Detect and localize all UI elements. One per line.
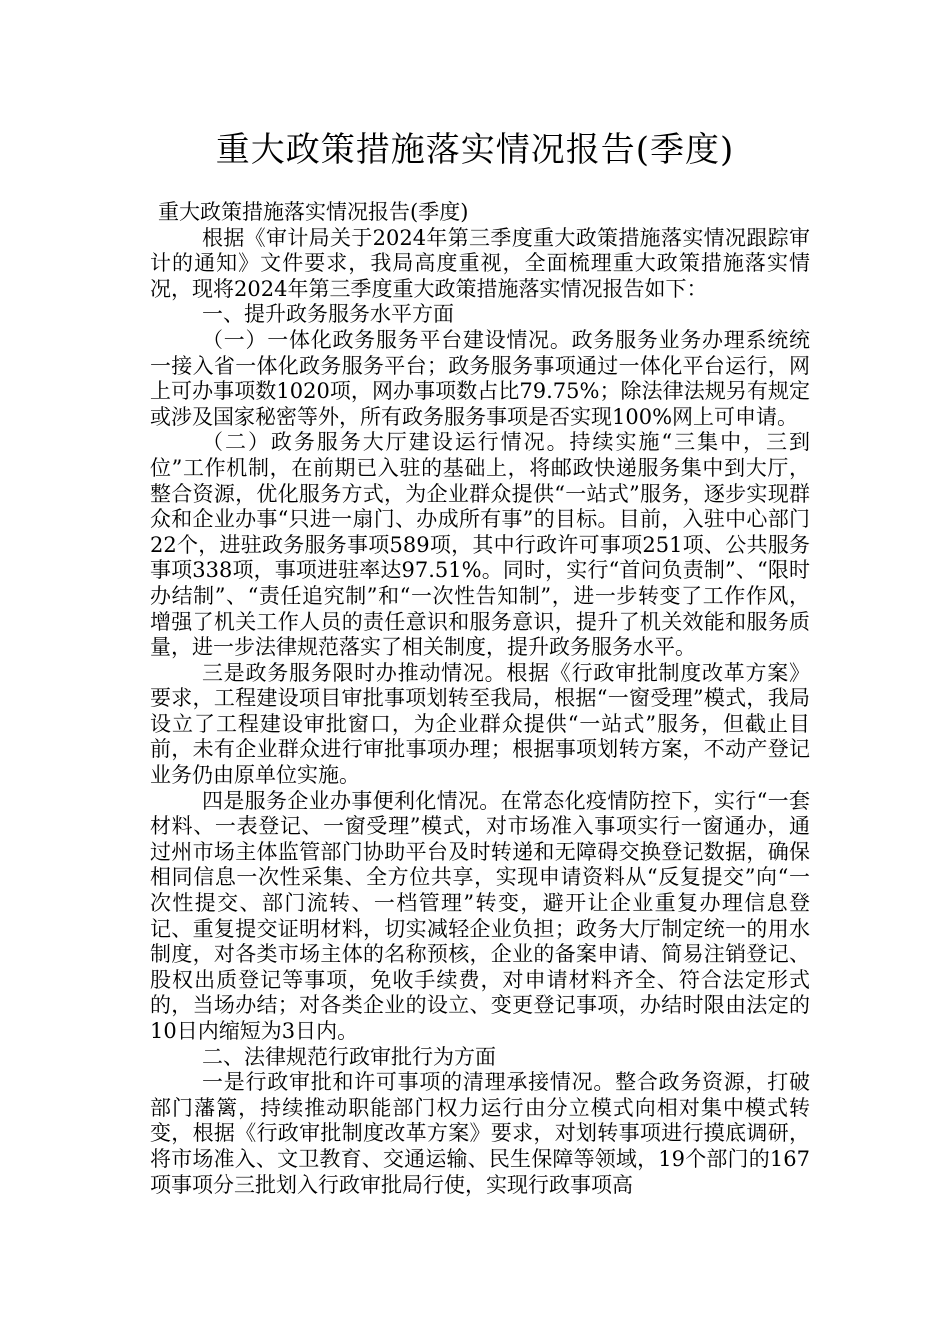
section-heading-1: 一、提升政务服务水平方面 <box>202 302 454 327</box>
paragraph-hall: （二）政务服务大厅建设运行情况。持续实施“三集中，三到位”工作机制，在前期已入驻的基础上，将邮政快递服务集中到大厅，整合资源，优化服务方式，为企业群众提供“一站式”服务，逐步实现群众和企业办事“只进一扇门、办成所有事”的目标。目前，入驻中心部门22个，进驻政务服务事项589项，其中行政许可事项251项、公共服务事项338项，事项进驻率达97.51%。同时，实行“首问负责制”、“限时办结制”、“责任追究制”和“一次性告知制”，进一步转变了工作作风，增强了机关工作人员的责任意识和服务意识，提升了机关效能和服务质量，进一步法律规范落实了相关制度，提升政务服务水平。 <box>150 430 810 660</box>
paragraph-approval: 一是行政审批和许可事项的清理承接情况。整合政务资源，打破部门藩篱，持续推动职能部门权力运行由分立模式向相对集中模式转变，根据《行政审批制度改革方案》要求，对划转事项进行摸底调研，将市场准入、文卫教育、交通运输、民生保障等领域，19个部门的167项事项分三批划入行政审批局行使，实现行政事项高 <box>150 1070 810 1197</box>
paragraph-enterprise: 四是服务企业办事便利化情况。在常态化疫情防控下，实行“一套材料、一表登记、一窗受理”模式，对市场准入事项实行一窗通办，通过州市场主体监管部门协助平台及时转递和无障碍交换登记数据，确保相同信息一次性采集、全方位共享，实现申请资料从“反复提交”向“一次性提交、部门流转、一档管理”转变，避开让企业重复办理信息登记、重复提交证明材料，切实减轻企业负担；政务大厅制定统一的用水制度，对各类市场主体的名称预核，企业的备案申请、简易注销登记、股权出质登记等事项，免收手续费，对申请材料齐全、符合法定形式的，当场办结；对各类企业的设立、变更登记事项，办结时限由法定的10日内缩短为3日内。 <box>150 788 810 1043</box>
document-subtitle: 重大政策措施落实情况报告(季度) <box>158 200 469 224</box>
paragraph-platform: （一）一体化政务服务平台建设情况。政务服务业务办理系统统一接入省一体化政务服务平台；政务服务事项通过一体化平台运行，网上可办事项数1020项，网办事项数占比79.75%；除法律法规另有规定或涉及国家秘密等外，所有政务服务事项是否实现100%网上可申请。 <box>150 327 810 429</box>
section-heading-2: 二、法律规范行政审批行为方面 <box>202 1044 496 1069</box>
paragraph-time-limit: 三是政务服务限时办推动情况。根据《行政审批制度改革方案》要求，工程建设项目审批事项划转至我局，根据“一窗受理”模式，我局设立了工程建设审批窗口，为企业群众提供“一站式”服务，但截止目前，未有企业群众进行审批事项办理；根据事项划转方案，不动产登记业务仍由原单位实施。 <box>150 660 810 788</box>
document-body <box>150 200 810 1198</box>
paragraph-intro: 根据《审计局关于2024年第三季度重大政策措施落实情况跟踪审计的通知》文件要求，我局高度重视，全面梳理重大政策措施落实情况，现将2024年第三季度重大政策措施落实情况报告如下： <box>150 225 810 301</box>
document-title: 重大政策措施落实情况报告(季度) <box>215 130 735 170</box>
